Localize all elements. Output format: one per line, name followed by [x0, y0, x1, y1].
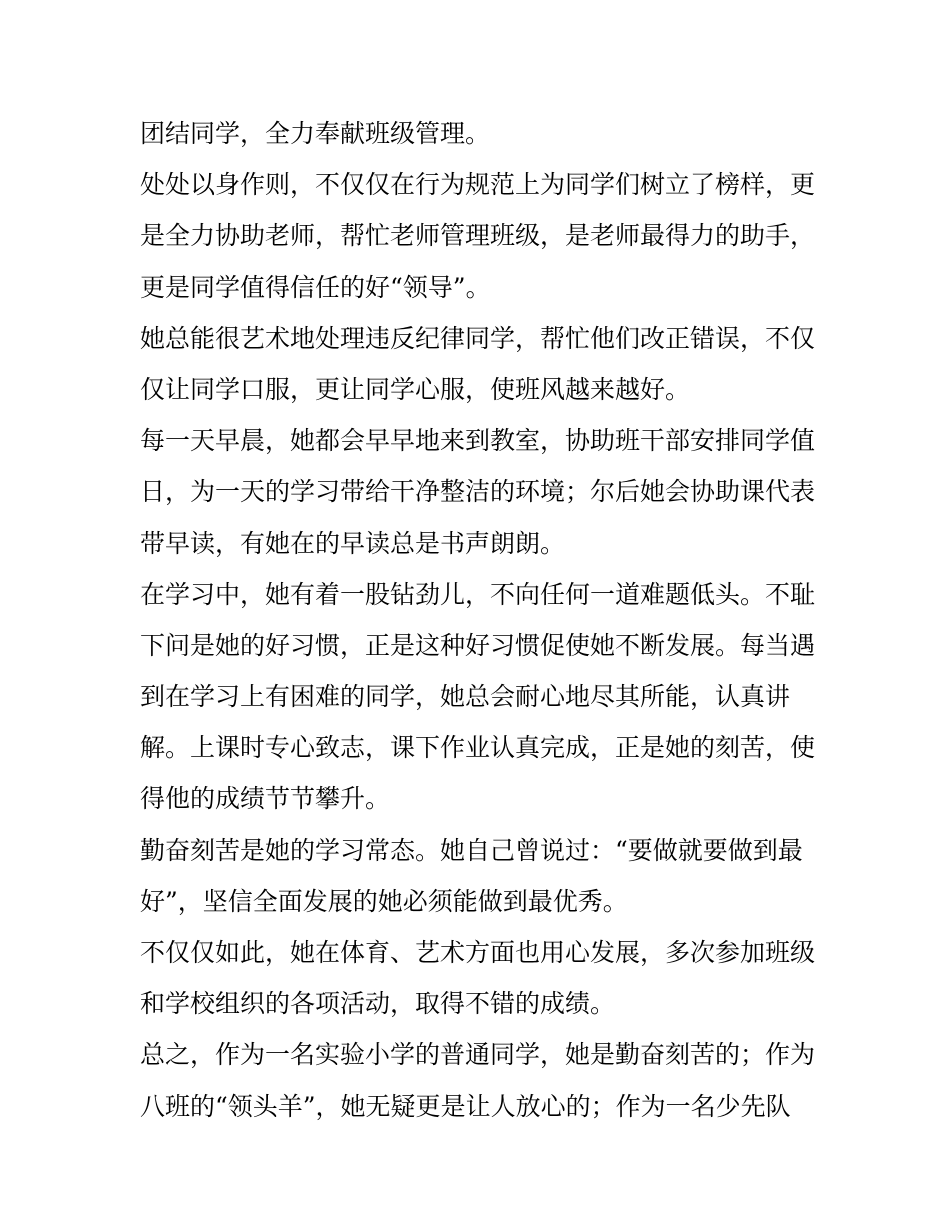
text-line: 带早读，有她在的早读总是书声朗朗。 [140, 528, 566, 558]
text-line: 她总能很艺术地处理违反纪律同学，帮忙他们改正错误，不仅 [140, 323, 816, 353]
text-line: 仅让同学口服，更让同学心服，使班风越来越好。 [140, 374, 691, 404]
text-line: 在学习中，她有着一股钻劲儿，不向任何一道难题低头。不耻 [140, 579, 816, 609]
text-line: 到在学习上有困难的同学，她总会耐心地尽其所能，认真讲 [140, 682, 791, 712]
text-line: 是全力协助老师，帮忙老师管理班级，是老师最得力的助手， [140, 221, 816, 251]
text-line: 和学校组织的各项活动，取得不错的成绩。 [140, 989, 616, 1019]
body-text [140, 108, 830, 1132]
text-line: 每一天早晨，她都会早早地来到教室，协助班干部安排同学值 [140, 426, 816, 456]
text-line: 处处以身作则，不仅仅在行为规范上为同学们树立了榜样，更 [140, 170, 816, 200]
text-line: 下问是她的好习惯，正是这种好习惯促使她不断发展。每当遇 [140, 630, 816, 660]
text-line: 八班的“领头羊”，她无疑更是让人放心的；作为一名少先队 [140, 1091, 791, 1121]
text-line: 勤奋刻苦是她的学习常态。她自己曾说过：“要做就要做到最 [140, 835, 803, 865]
text-line: 日，为一天的学习带给干净整洁的环境；尔后她会协助课代表 [140, 477, 816, 507]
text-line: 团结同学，全力奉献班级管理。 [140, 119, 491, 148]
text-line: 不仅仅如此，她在体育、艺术方面也用心发展，多次参加班级 [140, 938, 816, 967]
text-line: 得他的成绩节节攀升。 [140, 784, 391, 814]
text-line: 更是同学值得信任的好“领导”。 [140, 272, 491, 302]
text-line: 解。上课时专心致志，课下作业认真完成，正是她的刻苦，使 [140, 733, 816, 763]
text-line: 总之，作为一名实验小学的普通同学，她是勤奋刻苦的；作为 [140, 1040, 816, 1070]
text-line: 好”，坚信全面发展的她必须能做到最优秀。 [140, 886, 628, 916]
